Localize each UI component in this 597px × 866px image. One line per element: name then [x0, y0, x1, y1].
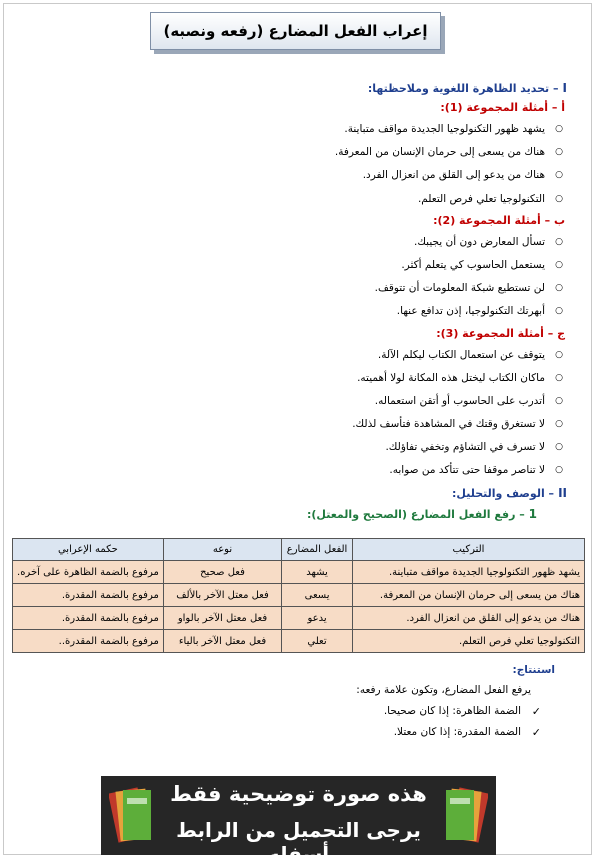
- list-item: [22, 300, 563, 323]
- subsection-title: – رفع الفعل المضارع (الصحيح والمعتل):: [306, 507, 525, 521]
- circle-bullet-icon: ○: [555, 306, 563, 317]
- books-icon: [442, 784, 488, 846]
- list-item-text: الضمة المقدرة: إذا كان معتلا.: [393, 726, 521, 738]
- list-item: [22, 254, 563, 277]
- list-item-text: لن تستطيع شبكة المعلومات أن تتوقف.: [374, 282, 545, 295]
- table-row: [13, 607, 585, 630]
- section-2-roman: II: [558, 485, 567, 500]
- checkmark-icon: ✓: [531, 726, 541, 739]
- circle-bullet-icon: ○: [555, 283, 563, 294]
- list-item: [22, 141, 563, 164]
- table-cell: مرفوع بالضمة المقدرة.: [13, 584, 164, 607]
- table-cell: تعلي: [282, 630, 353, 653]
- circle-bullet-icon: ○: [555, 395, 563, 406]
- list-item: [22, 436, 563, 459]
- group-3-list: [22, 344, 567, 483]
- watermark-banner: [101, 776, 496, 866]
- list-item-text: لا تناصر موقفا حتى تتأكد من صوابه.: [389, 464, 545, 477]
- list-item: [22, 459, 563, 482]
- group-2-list: [22, 231, 567, 324]
- section-1-title: – تحديد الظاهرة اللغوية وملاحظتها:: [367, 82, 559, 95]
- conclusion-label: استنتاج:: [512, 664, 555, 676]
- list-item: [35, 701, 541, 722]
- analysis-table: [12, 538, 585, 653]
- table-cell: التكنولوجيا تعلي فرص التعلم.: [352, 630, 584, 653]
- table-cell: يدعو: [282, 607, 353, 630]
- list-item-text: ماكان الكتاب ليختل هذه المكانة لولا أهميته.: [357, 371, 545, 384]
- table-cell: هناك من يسعى إلى حرمان الإنسان من المعرفة.: [352, 584, 584, 607]
- list-item-text: لا تسرف في التشاؤم وتخفي تفاؤلك.: [385, 441, 545, 454]
- table-row: [13, 584, 585, 607]
- list-item: [22, 118, 563, 141]
- table-cell: هناك من يدعو إلى القلق من انعزال الفرد.: [352, 607, 584, 630]
- table-cell: فعل معتل الآخر بالياء: [163, 630, 281, 653]
- circle-bullet-icon: ○: [555, 147, 563, 158]
- circle-bullet-icon: ○: [555, 442, 563, 453]
- list-item-text: أبهرتك التكنولوجيا، إذن تدافع عنها.: [396, 305, 545, 318]
- circle-bullet-icon: ○: [555, 124, 563, 134]
- list-item: [22, 231, 563, 254]
- section-1-heading: [22, 78, 567, 98]
- list-item-text: الضمة الظاهرة: إذا كان صحيحا.: [383, 705, 521, 717]
- books-icon: [109, 784, 155, 846]
- subsection-number: 1: [528, 506, 537, 521]
- table-cell: فعل معتل الآخر بالألف: [163, 584, 281, 607]
- section-2-heading: [22, 483, 567, 503]
- circle-bullet-icon: ○: [555, 349, 563, 360]
- list-item-text: يستعمل الحاسوب كي يتعلم أكثر.: [401, 258, 545, 271]
- list-item: [22, 413, 563, 436]
- column-header: الفعل المضارع: [282, 539, 353, 561]
- list-item-text: هناك من يدعو إلى القلق من انعزال الفرد.: [362, 169, 545, 182]
- subsection-heading: [22, 503, 567, 525]
- table-row: [13, 630, 585, 653]
- table-cell: يشهد: [282, 561, 353, 584]
- list-item-text: يتوقف عن استعمال الكتاب ليكلم الآلة.: [377, 348, 545, 361]
- list-item: [22, 188, 563, 211]
- circle-bullet-icon: ○: [555, 170, 563, 181]
- circle-bullet-icon: ○: [555, 465, 563, 476]
- list-item: [35, 722, 541, 743]
- group-3-label: ج – أمثلة المجموعة (3):: [436, 326, 565, 340]
- circle-bullet-icon: ○: [555, 419, 563, 430]
- table-cell: مرفوع بالضمة المقدرة..: [13, 630, 164, 653]
- conclusion-list: [35, 701, 555, 743]
- table-cell: يشهد ظهور التكنولوجيا الجديدة مواقف متباينة.: [352, 561, 584, 584]
- table-row: [13, 561, 585, 584]
- table-cell: فعل صحيح: [163, 561, 281, 584]
- circle-bullet-icon: ○: [555, 236, 563, 247]
- group-1-label: أ – أمثلة المجموعة (1):: [440, 101, 565, 114]
- section-1-roman: I: [562, 81, 567, 95]
- list-item-text: أتدرب على الحاسوب أو أتقن استعماله.: [374, 394, 545, 407]
- conclusion-intro: يرفع الفعل المضارع، وتكون علامة رفعه:: [356, 684, 531, 696]
- conclusion: [35, 660, 555, 743]
- list-item-text: لا تستغرق وقتك في المشاهدة فتأسف لذلك.: [352, 418, 545, 431]
- group-1-list: [22, 118, 567, 211]
- list-item: [22, 164, 563, 187]
- section-2-title: – الوصف والتحليل:: [452, 486, 555, 500]
- banner-line-1: هذه صورة توضيحية فقط: [170, 782, 427, 806]
- list-item: [22, 367, 563, 390]
- table-cell: مرفوع بالضمة المقدرة.: [13, 607, 164, 630]
- column-header: حكمه الإعرابي: [13, 539, 164, 561]
- column-header: نوعه: [163, 539, 281, 561]
- table-cell: فعل معتل الآخر بالواو: [163, 607, 281, 630]
- table-header-row: [13, 539, 585, 561]
- group-2-label: ب – أمثلة المجموعة (2):: [433, 213, 565, 227]
- table-cell: مرفوع بالضمة الظاهرة على آخره.: [13, 561, 164, 584]
- circle-bullet-icon: ○: [555, 372, 563, 383]
- circle-bullet-icon: ○: [555, 193, 563, 204]
- circle-bullet-icon: ○: [555, 259, 563, 270]
- table-cell: يسعى: [282, 584, 353, 607]
- list-item: [22, 344, 563, 367]
- banner-line-2: يرجى التحميل من الرابط أسفله: [176, 818, 421, 866]
- list-item: [22, 277, 563, 300]
- list-item: [22, 390, 563, 413]
- column-header: التركيب: [352, 539, 584, 561]
- list-item-text: التكنولوجيا تعلي فرص التعلم.: [417, 192, 545, 205]
- list-item-text: تسأل المعارض دون أن يجيبك.: [414, 235, 545, 248]
- list-item-text: يشهد ظهور التكنولوجيا الجديدة مواقف متباينة.: [344, 123, 545, 135]
- list-item-text: هناك من يسعى إلى حرمان الإنسان من المعرفة.: [334, 146, 545, 159]
- section-1: [22, 78, 567, 525]
- checkmark-icon: ✓: [531, 705, 541, 718]
- page-title: إعراب الفعل المضارع (رفعه ونصبه): [150, 12, 441, 50]
